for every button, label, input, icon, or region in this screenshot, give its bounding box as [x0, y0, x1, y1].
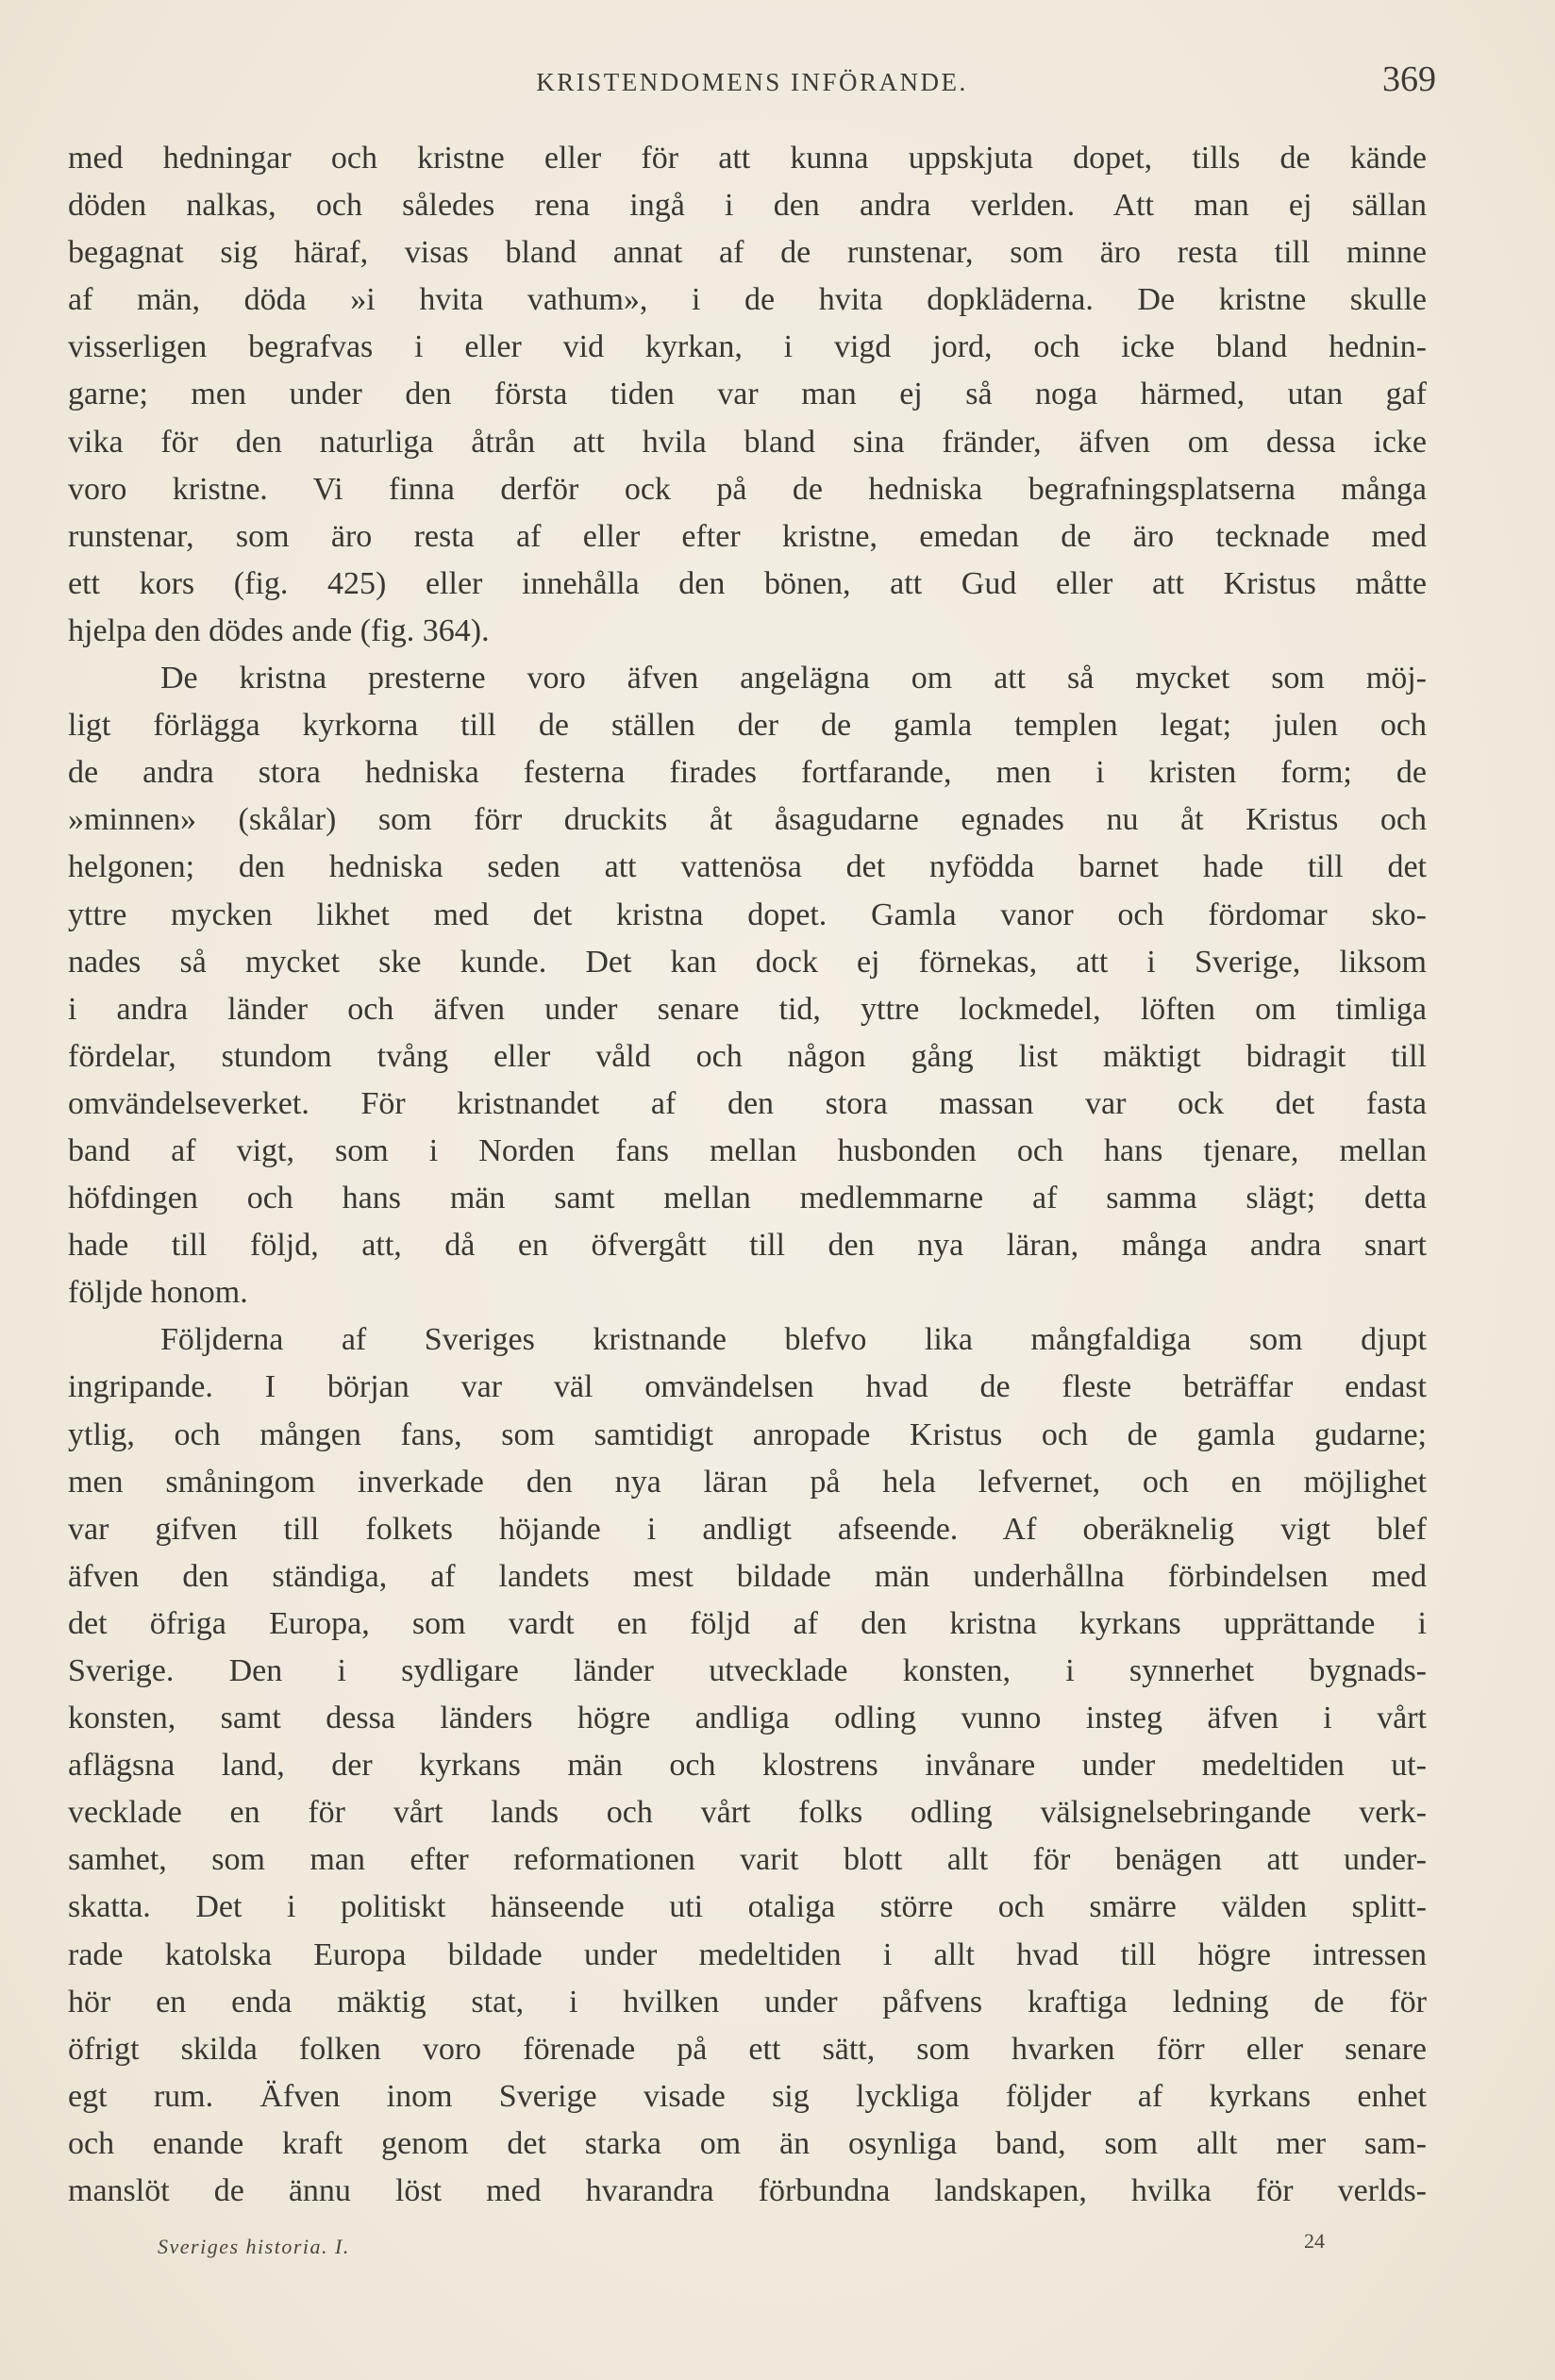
text-line: af män, döda »i hvita vathum», i de hvita dopkläderna. De kristne skulle — [68, 282, 1427, 318]
text-line: aflägsna land, der kyrkans män och klostrens invånare under medeltiden ut- — [68, 1748, 1427, 1784]
text-line: öfrigt skilda folken voro förenade på ett sätt, som hvarken förr eller senare — [68, 2031, 1427, 2067]
text-line: följde honom. — [68, 1275, 248, 1311]
text-line: omvändelseverket. För kristnandet af den stora massan var ock det fasta — [68, 1085, 1427, 1121]
text-line: konsten, samt dessa länders högre andliga odling vunno insteg äfven i vårt — [68, 1701, 1427, 1736]
text-line: men småningom inverkade den nya läran på hela lefvernet, och en möjlighet — [68, 1464, 1427, 1500]
running-title: KRISTENDOMENS INFÖRANDE. — [536, 68, 968, 96]
text-line: äfven den ständiga, af landets mest bildade män underhållna förbindelsen med — [68, 1558, 1427, 1594]
text-line: ett kors (fig. 425) eller innehålla den bönen, att Gud eller att Kristus måtte — [68, 565, 1427, 601]
text-line: visserligen begrafvas i eller vid kyrkan, i vigd jord, och icke bland hednin- — [68, 329, 1427, 365]
text-line: skatta. Det i politiskt hänseende uti otaliga större och smärre välden splitt- — [68, 1889, 1427, 1925]
body-text — [68, 135, 1427, 2215]
text-line: döden nalkas, och således rena ingå i den andra verlden. Att man ej sällan — [68, 188, 1427, 224]
text-line: garne; men under den första tiden var man ej så noga härmed, utan gaf — [68, 377, 1427, 412]
text-line: yttre mycken likhet med det kristna dopet. Gamla vanor och fördomar sko- — [68, 897, 1427, 932]
paragraph-2 — [68, 655, 1427, 1316]
text-line: höfdingen och hans män samt mellan medlemmarne af samma slägt; detta — [68, 1181, 1427, 1216]
text-line: samhet, som man efter reformationen varit blott allt för benägen att under- — [68, 1842, 1427, 1878]
text-line: rade katolska Europa bildade under medeltiden i allt hvad till högre intressen — [68, 1936, 1427, 1972]
text-line: hör en enda mäktig stat, i hvilken under påfvens kraftiga ledning de för — [68, 1984, 1427, 2020]
text-line: hade till följd, att, då en öfvergått till den nya läran, många andra snart — [68, 1228, 1427, 1264]
page-number: 369 — [1382, 59, 1436, 99]
text-line: egt rum. Äfven inom Sverige visade sig lyckliga följder af kyrkans enhet — [68, 2078, 1427, 2114]
text-line: Följderna af Sveriges kristnande blefvo lika mångfaldiga som djupt — [160, 1322, 1427, 1358]
text-line: De kristna presterne voro äfven angelägna om att så mycket som möj- — [160, 661, 1427, 696]
text-line: runstenar, som äro resta af eller efter kristne, emedan de äro tecknade med — [68, 518, 1427, 554]
text-line: Sverige. Den i sydligare länder utvecklade konsten, i synnerhet bygnads- — [68, 1653, 1427, 1688]
text-line: band af vigt, som i Norden fans mellan husbonden och hans tjenare, mellan — [68, 1132, 1427, 1168]
text-line: ingripande. I början var väl omvändelsen hvad de fleste beträffar endast — [68, 1369, 1427, 1405]
page-footer — [68, 2229, 1436, 2267]
text-line: manslöt de ännu löst med hvarandra förbundna landskapen, hvilka för verlds- — [68, 2173, 1427, 2209]
text-line: hjelpa den dödes ande (fig. 364). — [68, 612, 490, 648]
running-head — [68, 59, 1436, 106]
signature-mark: 24 — [1304, 2229, 1325, 2253]
text-line: »minnen» (skålar) som förr druckits åt åsagudarne egnades nu åt Kristus och — [68, 802, 1427, 838]
text-line: fördelar, stundom tvång eller våld och någon gång list mäktigt bidragit till — [68, 1038, 1427, 1074]
text-line: var gifven till folkets höjande i andligt afseende. Af oberäknelig vigt blef — [68, 1511, 1427, 1547]
text-line: voro kristne. Vi finna derför ock på de hedniska begrafningsplatserna många — [68, 471, 1427, 507]
text-line: det öfriga Europa, som vardt en följd af den kristna kyrkans upprättande i — [68, 1605, 1427, 1641]
text-line: ligt förlägga kyrkorna till de ställen der de gamla templen legat; julen och — [68, 708, 1427, 744]
text-line: nades så mycket ske kunde. Det kan dock ej förnekas, att i Sverige, liksom — [68, 944, 1427, 980]
text-line: begagnat sig häraf, visas bland annat af de runstenar, som äro resta till minne — [68, 235, 1427, 271]
text-line: i andra länder och äfven under senare tid, yttre lockmedel, löften om timliga — [68, 991, 1427, 1027]
paragraph-1 — [68, 135, 1427, 655]
text-line: med hedningar och kristne eller för att kunna uppskjuta dopet, tills de kände — [68, 141, 1427, 176]
text-line: vecklade en för vårt lands och vårt folks odling välsignelsebringande verk- — [68, 1795, 1427, 1831]
text-line: ytlig, och mången fans, som samtidigt anropade Kristus och de gamla gudarne; — [68, 1416, 1427, 1452]
text-line: vika för den naturliga åtrån att hvila bland sina fränder, äfven om dessa icke — [68, 424, 1427, 460]
text-line: helgonen; den hedniska seden att vattenösa det nyfödda barnet hade till det — [68, 849, 1427, 885]
footer-book-title: Sveriges historia. I. — [158, 2235, 350, 2258]
text-line: och enande kraft genom det starka om än osynliga band, som allt mer sam- — [68, 2125, 1427, 2161]
text-line: de andra stora hedniska festerna firades fortfarande, men i kristen form; de — [68, 755, 1427, 791]
paragraph-3 — [68, 1316, 1427, 2215]
